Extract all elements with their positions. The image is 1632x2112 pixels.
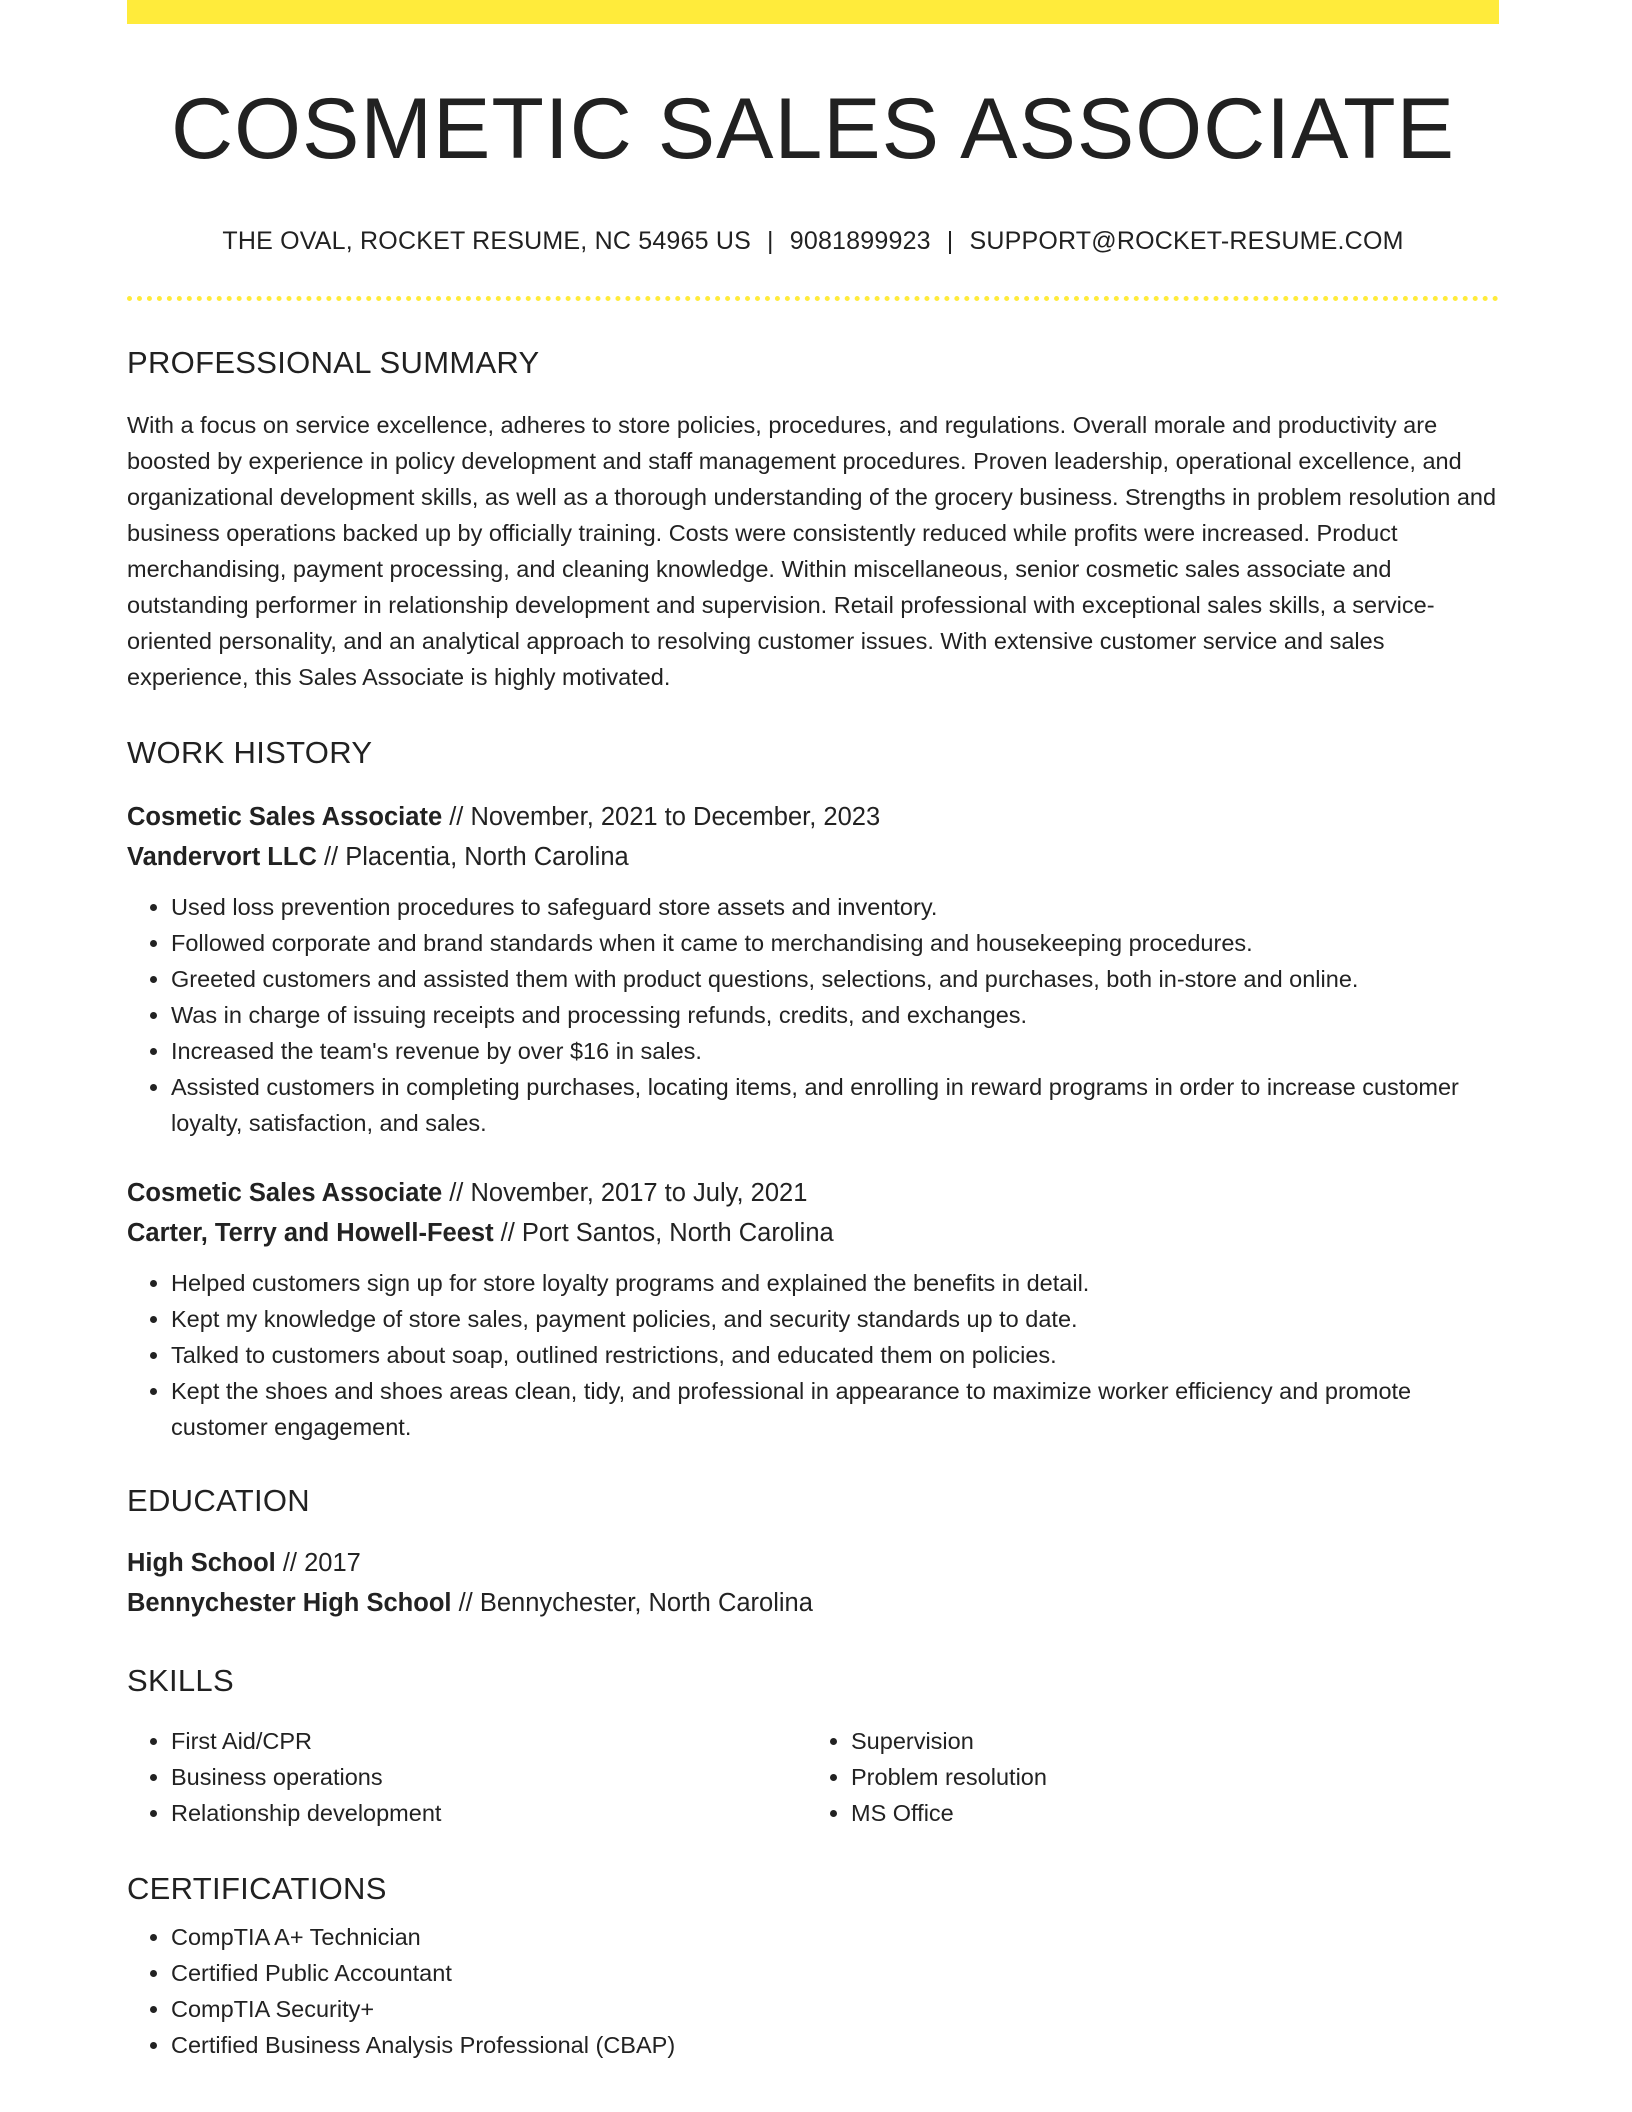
- job-company-line: [127, 1213, 1499, 1253]
- job-role-line: [127, 797, 1499, 837]
- certifications-heading: CERTIFICATIONS: [127, 1870, 387, 1906]
- list-item: • Business operations: [171, 1759, 803, 1795]
- work-history-heading: WORK HISTORY: [127, 734, 373, 770]
- email: SUPPORT@ROCKET-RESUME.COM: [969, 226, 1404, 255]
- resume-page: [127, 0, 1499, 2063]
- list-item: • Talked to customers about soap, outlined restrictions, and educated them on policies.: [171, 1337, 1499, 1373]
- job-entry: [127, 1173, 1499, 1445]
- job-bullets: [127, 889, 1499, 1141]
- summary-heading: PROFESSIONAL SUMMARY: [127, 344, 540, 380]
- address: THE OVAL, ROCKET RESUME, NC 54965 US: [222, 226, 752, 255]
- skills-heading: SKILLS: [127, 1662, 234, 1698]
- dotted-divider: [127, 296, 1499, 301]
- list-item: • Used loss prevention procedures to safeguard store assets and inventory.: [171, 889, 1499, 925]
- skills-column-right: [803, 1723, 1483, 1831]
- job-company: Carter, Terry and Howell-Feest: [127, 1218, 494, 1247]
- list-item: • MS Office: [851, 1795, 1483, 1831]
- list-item: • Supervision: [851, 1723, 1483, 1759]
- job-bullets: [127, 1265, 1499, 1445]
- contact-separator: |: [767, 226, 774, 255]
- job-dates: // November, 2021 to December, 2023: [442, 802, 881, 831]
- job-entry: [127, 797, 1499, 1141]
- contact-separator: |: [946, 226, 954, 255]
- job-role: Cosmetic Sales Associate: [127, 802, 443, 831]
- list-item: • CompTIA Security+: [171, 1991, 1499, 2027]
- job-company-line: [127, 837, 1499, 877]
- education-school-line: [127, 1583, 1499, 1623]
- education-heading: EDUCATION: [127, 1482, 310, 1518]
- skills-grid: [127, 1723, 1499, 1831]
- list-item: • Followed corporate and brand standards when it came to merchandising and housekeeping procedures.: [171, 925, 1499, 961]
- education-degree-line: [127, 1543, 1499, 1583]
- education-entry: [127, 1543, 1499, 1623]
- job-location: // Port Santos, North Carolina: [493, 1218, 834, 1247]
- summary-text: With a focus on service excellence, adheres to store policies, procedures, and regulations. Overall morale and productivity are boosted by experience in policy development and staff management procedures. Proven leadership, operational excellence, and organizational development skills, as well as a thorough understanding of the grocery business. Strengths in problem resolution and business operations backed up by officially training. Costs were consistently reduced while profits were increased. Product merchandising, payment processing, and cleaning knowledge. Within miscellaneous, senior cosmetic sales associate and outstanding performer in relationship development and supervision. Retail professional with exceptional sales skills, a service-oriented personality, and an analytical approach to resolving customer issues. With extensive customer service and sales experience, this Sales Associate is highly motivated.: [127, 411, 1497, 690]
- list-item: • CompTIA A+ Technician: [171, 1919, 1499, 1955]
- skills-column-left: [127, 1723, 803, 1831]
- contact-line: [127, 227, 1499, 256]
- list-item: • Kept my knowledge of store sales, payment policies, and security standards up to date.: [171, 1301, 1499, 1337]
- list-item: • Kept the shoes and shoes areas clean, tidy, and professional in appearance to maximize worker efficiency and promote customer engagement.: [171, 1373, 1499, 1445]
- education-degree: High School: [127, 1548, 276, 1577]
- job-role: Cosmetic Sales Associate: [127, 1178, 443, 1207]
- education-location: // Bennychester, North Carolina: [451, 1588, 813, 1617]
- job-dates: // November, 2017 to July, 2021: [442, 1178, 808, 1207]
- candidate-title: COSMETIC SALES ASSOCIATE: [170, 81, 1456, 177]
- list-item: • Helped customers sign up for store loyalty programs and explained the benefits in detail.: [171, 1265, 1499, 1301]
- list-item: • Increased the team's revenue by over $16 in sales.: [171, 1033, 1499, 1069]
- list-item: • Greeted customers and assisted them with product questions, selections, and purchases, both in-store and online.: [171, 961, 1499, 997]
- list-item: • First Aid/CPR: [171, 1723, 803, 1759]
- certifications-list: [127, 1919, 1499, 2063]
- job-role-line: [127, 1173, 1499, 1213]
- education-school: Bennychester High School: [127, 1588, 452, 1617]
- list-item: • Was in charge of issuing receipts and processing refunds, credits, and exchanges.: [171, 997, 1499, 1033]
- list-item: • Certified Public Accountant: [171, 1955, 1499, 1991]
- education-year: // 2017: [275, 1548, 361, 1577]
- phone: 9081899923: [789, 226, 931, 255]
- list-item: • Relationship development: [171, 1795, 803, 1831]
- top-accent-bar: [127, 0, 1499, 24]
- list-item: • Assisted customers in completing purchases, locating items, and enrolling in reward programs in order to increase customer loyalty, satisfaction, and sales.: [171, 1069, 1499, 1141]
- job-location: // Placentia, North Carolina: [316, 842, 629, 871]
- list-item: • Certified Business Analysis Professional (CBAP): [171, 2027, 1499, 2063]
- job-company: Vandervort LLC: [127, 842, 317, 871]
- list-item: • Problem resolution: [851, 1759, 1483, 1795]
